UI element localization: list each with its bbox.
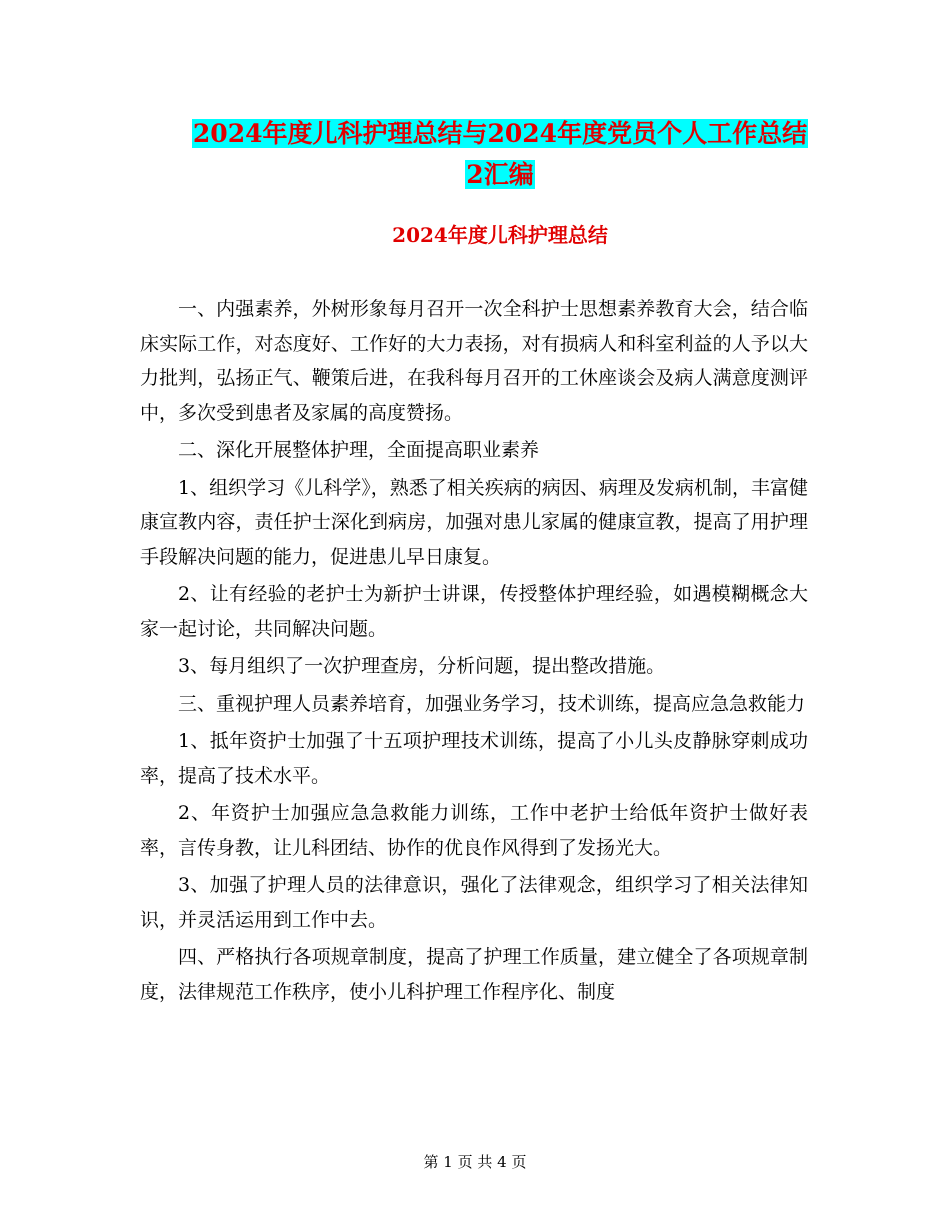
paragraph: 2、让有经验的老护士为新护士讲课，传授整体护理经验，如遇模糊概念大家一起讨论，共同解决问题。	[140, 583, 808, 640]
document-title-line1: 2024年度儿科护理总结与2024年度党员个人工作总结	[192, 119, 808, 148]
section-title: 2024年度儿科护理总结	[392, 223, 608, 247]
document-title	[140, 113, 860, 195]
page-number: 第 1 页 共 4 页	[423, 1153, 527, 1171]
paragraph: 一、内强素养，外树形象每月召开一次全科护士思想素养教育大会，结合临床实际工作，对态度好、工作好的大力表扬，对有损病人和科室利益的人予以大力批判，弘扬正气、鞭策后进，在我科每月召开的工休座谈会及病人满意度测评中，多次受到患者及家属的高度赞扬。	[140, 298, 808, 424]
paragraph: 1、抵年资护士加强了十五项护理技术训练，提高了小儿头皮静脉穿刺成功率，提高了技术水平。	[140, 730, 808, 787]
paragraph: 二、深化开展整体护理，全面提高职业素养	[178, 439, 540, 461]
document-title-line2: 2汇编	[466, 160, 534, 189]
paragraph: 四、严格执行各项规章制度，提高了护理工作质量，建立健全了各项规章制度，法律规范工作秩序，使小儿科护理工作程序化、制度	[140, 946, 808, 1003]
document-body	[140, 292, 808, 1012]
paragraph: 3、加强了护理人员的法律意识，强化了法律观念，组织学习了相关法律知识，并灵活运用到工作中去。	[140, 874, 808, 931]
paragraph: 2、年资护士加强应急急救能力训练，工作中老护士给低年资护士做好表率，言传身教，让儿科团结、协作的优良作风得到了发扬光大。	[140, 802, 808, 859]
paragraph: 3、每月组织了一次护理查房，分析问题，提出整改措施。	[178, 655, 666, 677]
paragraph: 1、组织学习《儿科学》，熟悉了相关疾病的病因、病理及发病机制，丰富健康宣教内容，责任护士深化到病房，加强对患儿家属的健康宣教，提高了用护理手段解决问题的能力，促进患儿早日康复。	[140, 476, 808, 568]
paragraph: 三、重视护理人员素养培育，加强业务学习，技术训练，提高应急急救能力	[178, 692, 806, 715]
